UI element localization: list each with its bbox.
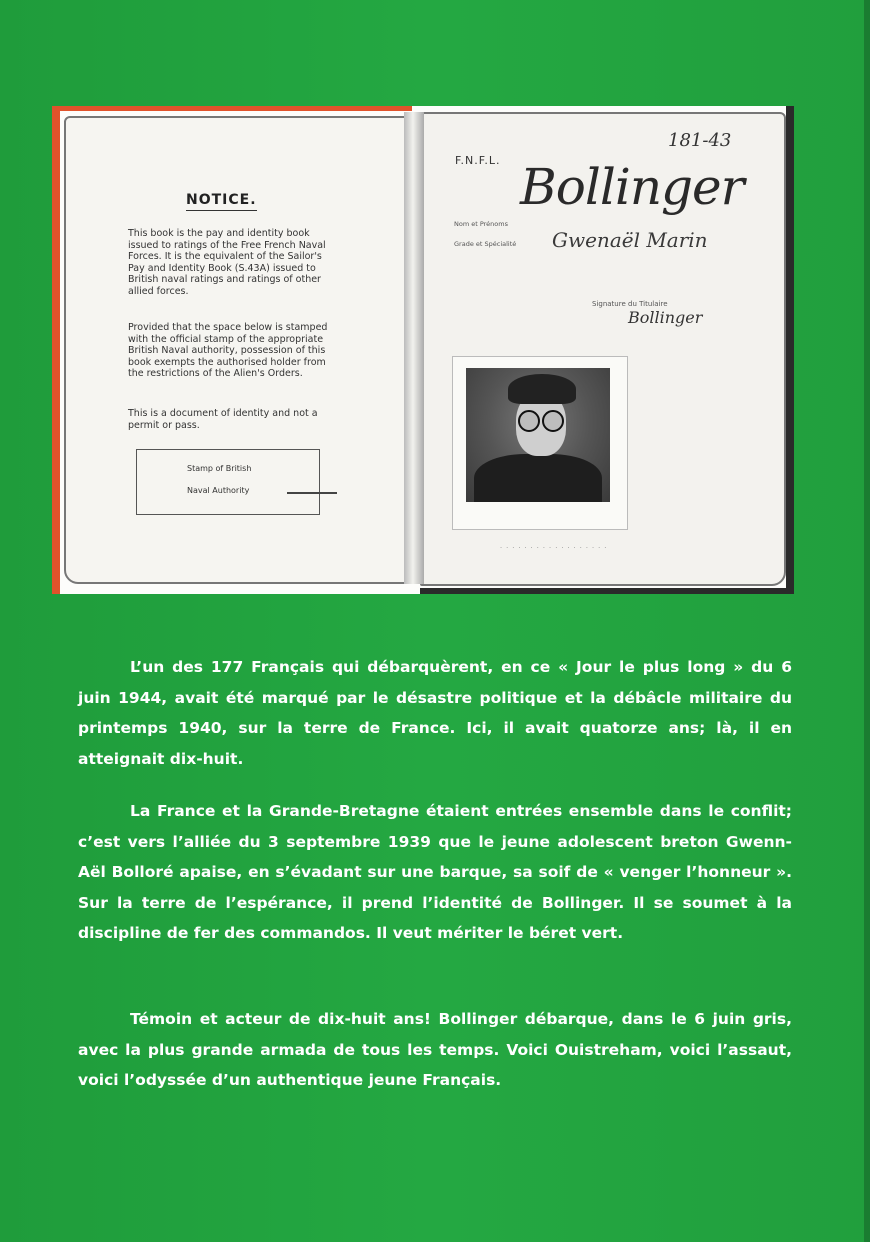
body-paragraph-3: Témoin et acteur de dix-huit ans! Bollinger débarque, dans le 6 juin gris, avec la plus grande armada de tous les temps. Voici Ouistreham, voici l’assaut, voici l’odyssée d’un authentique jeune Français. [78, 1010, 792, 1089]
photo-shadow-bottom [420, 588, 794, 594]
photo-red-border-top [52, 106, 412, 111]
photo-shadow-edge [786, 106, 794, 594]
portrait-photo [466, 368, 610, 502]
holder-name: Bollinger [520, 158, 744, 216]
stamp-label-line1: Stamp of British [187, 464, 252, 473]
holder-signature: Bollinger [628, 308, 703, 327]
photo-red-border [52, 106, 60, 594]
name-label: Nom et Prénoms [454, 220, 508, 228]
notice-paragraph-2: Provided that the space below is stamped with the official stamp of the appropriate British Naval authority, possession of this book exempts the authorised holder from the restrictions of the Alien's Orders. [128, 322, 328, 380]
fnfl-header: F.N.F.L. [455, 154, 501, 167]
signature-label: Signature du Titulaire [592, 300, 668, 308]
book-spine [404, 112, 424, 584]
portrait-glasses-left [518, 410, 540, 432]
id-footer-print: · · · · · · · · · · · · · · · · · · [500, 544, 608, 552]
cover-edge [864, 0, 870, 1242]
serial-number: 181-43 [668, 130, 732, 151]
portrait-glasses-right [542, 410, 564, 432]
notice-title: NOTICE. [186, 192, 257, 211]
stamp-box [136, 449, 320, 515]
body-paragraph-2: La France et la Grande-Bretagne étaient entrées ensemble dans le conflit; c’est vers l’alliée du 3 septembre 1939 que le jeune adolescent breton Gwenn-Aël Bolloré apaise, en s’évadant sur une barque, sa soif de « venger l’honneur ». Sur la terre de l’espérance, il prend l’identité de Bollinger. Il se soumet à la discipline de fer des commandos. Il veut mériter le béret vert. [78, 802, 792, 942]
portrait-beret [508, 374, 576, 404]
notice-paragraph-3: This is a document of identity and not a permit or pass. [128, 408, 318, 431]
portrait-body [474, 454, 602, 502]
holder-grade: Gwenaël Marin [552, 228, 708, 252]
grade-label: Grade et Spécialité [454, 240, 517, 248]
stamp-mark [287, 492, 337, 494]
notice-paragraph-1: This book is the pay and identity book issued to ratings of the Free French Naval Forces. It is the equivalent of the Sailor's Pay and Identity Book (S.43A) issued to British naval ratings and ratings of other allied forces. [128, 228, 326, 297]
body-paragraph-1: L’un des 177 Français qui débarquèrent, en ce « Jour le plus long » du 6 juin 1944, avait été marqué par le désastre politique et la débâcle militaire du printemps 1940, sur la terre de France. Ici, il avait quatorze ans; là, il en atteignait dix-huit. [78, 658, 792, 768]
stamp-label-line2: Naval Authority [187, 486, 250, 495]
